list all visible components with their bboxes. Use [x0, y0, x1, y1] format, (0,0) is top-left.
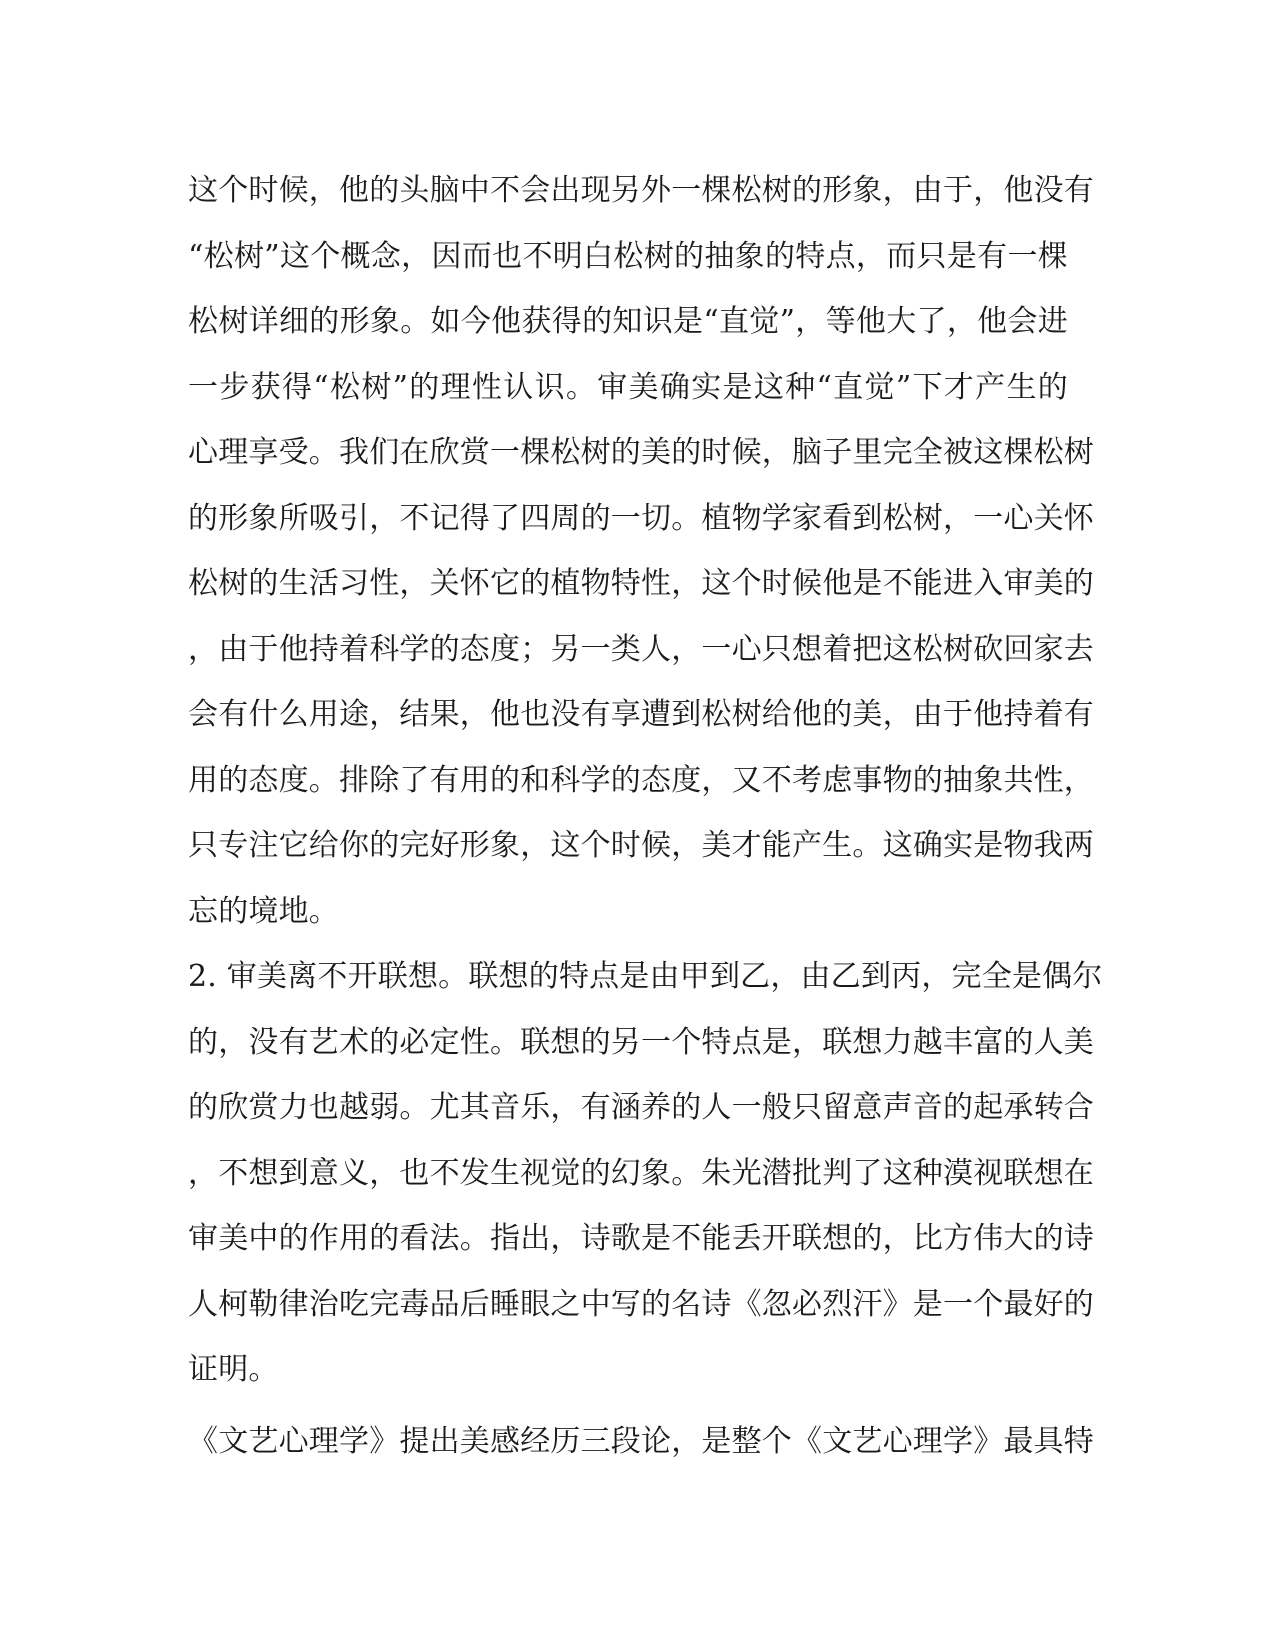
- text-line: 松树的生活习性，关怀它的植物特性，这个时候他是不能进入审美的: [188, 566, 1094, 601]
- text-line: 一步获得“松树”的理性认识。审美确实是这种“直觉”下才产生的: [188, 369, 1068, 405]
- text-line: 人柯勒律治吃完毒品后睡眼之中写的名诗《忽必烈汗》是一个最好的: [188, 1286, 1094, 1322]
- text-line: 证明。: [188, 1352, 279, 1387]
- text-line: ，不想到意义，也不发生视觉的幻象。朱光潜批判了这种漠视联想在: [188, 1155, 1094, 1191]
- text-line: 松树详细的形象。如今他获得的知识是“直觉”，等他大了，他会进: [188, 304, 1068, 339]
- text-line: 用的态度。排除了有用的和科学的态度，又不考虑事物的抽象共性，: [188, 762, 1094, 798]
- text-line: ，由于他持着科学的态度；另一类人，一心只想着把这松树砍回家去: [188, 631, 1094, 667]
- text-line: 的欣赏力也越弱。尤其音乐，有涵养的人一般只留意声音的起承转合: [188, 1090, 1094, 1125]
- text-line: 会有什么用途，结果，他也没有享遭到松树给他的美，由于他持着有: [188, 697, 1094, 732]
- text-line: 忘的境地。: [188, 893, 339, 929]
- text-line: 只专注它给你的完好形象，这个时候，美才能产生。这确实是物我两: [188, 828, 1094, 863]
- text-line: 《文艺心理学》提出美感经历三段论，是整个《文艺心理学》最具特: [188, 1423, 1094, 1459]
- text-line: 2. 审美离不开联想。联想的特点是由甲到乙，由乙到丙，完全是偶尔: [188, 959, 1103, 994]
- text-line: 这个时候，他的头脑中不会出现另外一棵松树的形象，由于，他没有: [188, 173, 1094, 208]
- text-line: “松树”这个概念，因而也不明白松树的抽象的特点，而只是有一棵: [188, 238, 1068, 274]
- body-text: [188, 158, 1103, 1474]
- text-line: 心理享受。我们在欣赏一棵松树的美的时候，脑子里完全被这棵松树: [188, 435, 1094, 470]
- text-line: 的形象所吸引，不记得了四周的一切。植物学家看到松树，一心关怀: [188, 500, 1094, 536]
- text-line: 审美中的作用的看法。指出，诗歌是不能丢开联想的，比方伟大的诗: [188, 1221, 1094, 1256]
- text-line: 的，没有艺术的必定性。联想的另一个特点是，联想力越丰富的人美: [188, 1024, 1094, 1060]
